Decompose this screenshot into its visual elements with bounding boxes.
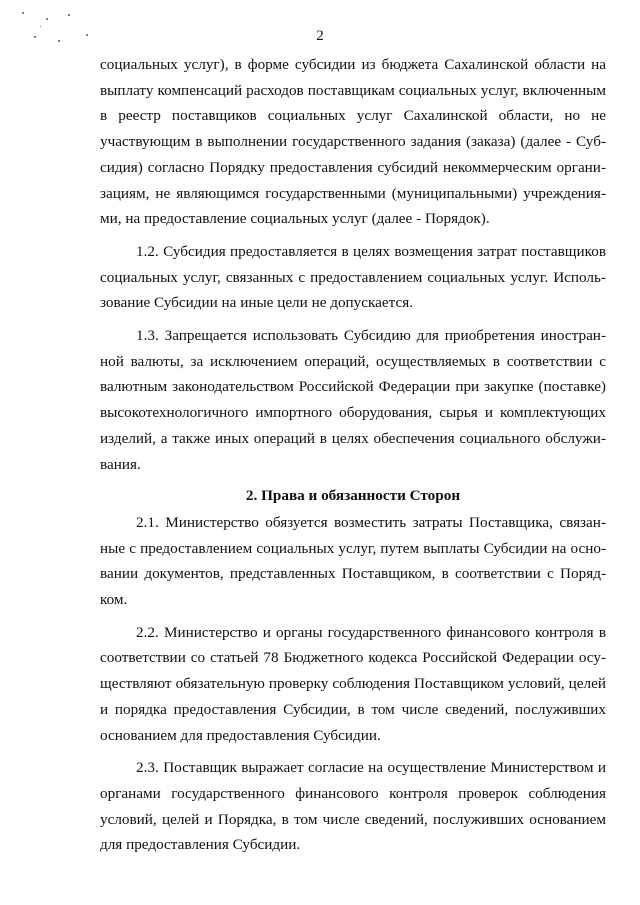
scan-speck xyxy=(68,14,70,16)
scan-speck xyxy=(40,26,41,27)
paragraph-1-2: 1.2. Субсидия предоставляется в целях возмещения затрат поставщиков социальных услуг, связанных с предоставлением социальных услуг. Использование Субсидии на иные цели не допускается. xyxy=(100,242,606,312)
document-body xyxy=(100,52,606,858)
section-heading-2: 2. Права и обязанности Сторон xyxy=(245,487,461,505)
scan-speck xyxy=(46,18,48,20)
paragraph-2-2: 2.2. Министерство и органы государственного финансового контроля в соответствии со статьей 78 Бюджетного кодекса Российской Федерации осуществляют обязательную проверку соблюдения Поставщиком условий, целей и порядка предоставления Субсидии, в том числе сведений, послуживших основанием для предоставления Субсидии. xyxy=(100,623,606,744)
paragraph-continuation: социальных услуг), в форме субсидии из бюджета Сахалинской области на выплату компенсаций расходов поставщикам социальных услуг, включенным в реестр поставщиков социальных услуг Сахалинской области, но не участвующим в выполнении государственного задания (заказа) (далее - Субсидия) согласно Порядку предоставления субсидий некоммерческим организациям, не являющимся государственными (муниципальными) учреждениями, на предоставление социальных услуг (далее - Порядок). xyxy=(100,56,606,228)
paragraph-1-3: 1.3. Запрещается использовать Субсидию для приобретения иностранной валюты, за исключением операций, осуществляемых в соответствии с валютным законодательством Российской Федерации при закупке (поставке) высокотехнологичного импортного оборудования, сырья и комплектующих изделий, а также иных операций в целях обеспечения социального обслуживания. xyxy=(100,327,606,473)
scan-speck xyxy=(22,12,24,14)
paragraph-2-1: 2.1. Министерство обязуется возместить затраты Поставщика, связанные с предоставлением социальных услуг, путем выплаты Субсидии на основании документов, представленных Поставщиком, в соответствии с Порядком. xyxy=(100,513,606,609)
page-number: 2 xyxy=(316,28,324,44)
paragraph-2-3: 2.3. Поставщик выражает согласие на осуществление Министерством и органами государственного финансового контроля проверок соблюдения условий, целей и Порядка, в том числе сведений, послуживших основанием для предоставления Субсидии. xyxy=(100,759,606,854)
